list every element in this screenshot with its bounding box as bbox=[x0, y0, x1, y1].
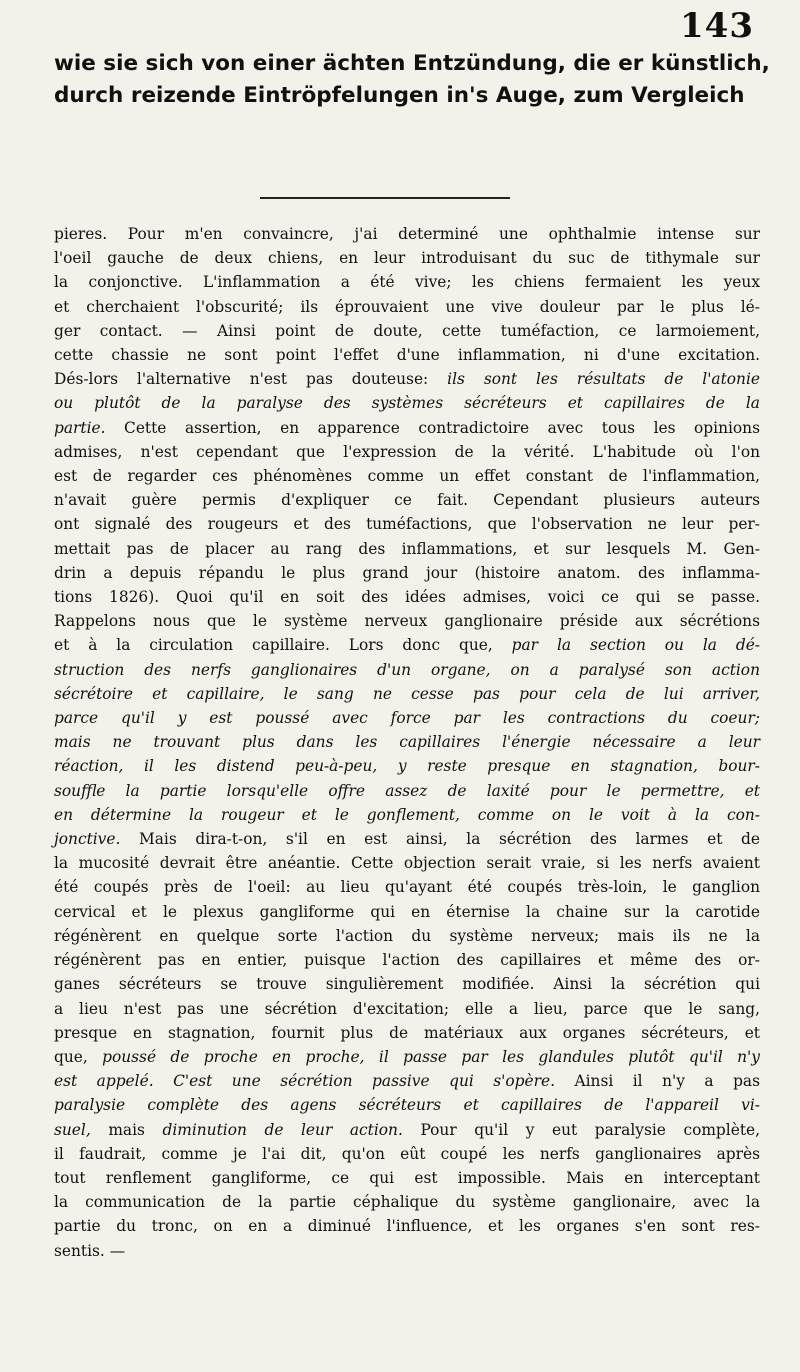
text-line bbox=[54, 391, 760, 415]
text-run: n'avait guère permis d'expliquer ce fait. Cependant plusieurs auteurs bbox=[54, 491, 760, 510]
text-run: cervical et le plexus gangliforme qui en éternise la chaine sur la carotide bbox=[54, 902, 760, 921]
text-line bbox=[54, 972, 760, 996]
italic-run: paralysie complète des agens sécréteurs et capillaires de l'appareil vi- bbox=[54, 1096, 760, 1115]
text-line bbox=[54, 537, 760, 561]
text-line bbox=[54, 900, 760, 924]
text-run: l'oeil gauche de deux chiens, en leur introduisant du suc de tithymale sur bbox=[54, 249, 760, 268]
text-run: la mucosité devrait être anéantie. Cette objection serait vraie, si les nerfs avaient bbox=[54, 854, 760, 873]
italic-run: sécrétoire et capillaire, le sang ne cesse pas pour cela de lui arriver, bbox=[54, 684, 760, 703]
text-line bbox=[54, 730, 760, 754]
text-run: que, bbox=[54, 1047, 103, 1066]
text-line bbox=[54, 706, 760, 730]
text-line bbox=[54, 924, 760, 948]
text-run: pieres. Pour m'en convaincre, j'ai determiné une ophthalmie intense sur bbox=[54, 225, 760, 243]
text-run: Cette assertion, en apparence contradictoire avec tous les opinions bbox=[105, 418, 760, 437]
text-line bbox=[54, 851, 760, 875]
text-run: Pour qu'il y eut paralysie complète, bbox=[402, 1120, 760, 1139]
text-line bbox=[54, 512, 760, 536]
text-line bbox=[54, 1093, 760, 1117]
text-line bbox=[54, 1142, 760, 1166]
text-run: sentis. — bbox=[54, 1241, 126, 1260]
text-run: est de regarder ces phénomènes comme un effet constant de l'inflammation, bbox=[54, 467, 760, 486]
text-run: tout renflement gangliforme, ce qui est impossible. Mais en interceptant bbox=[54, 1168, 760, 1187]
text-line bbox=[54, 222, 760, 246]
text-run: partie du tronc, on en a diminué l'influence, et les organes s'en sont res- bbox=[54, 1217, 760, 1236]
text-run: et cherchaient l'obscurité; ils éprouvaient une vive douleur par le plus lé- bbox=[54, 297, 760, 316]
text-line bbox=[54, 827, 760, 851]
text-run: admises, n'est cependant que l'expression de la vérité. L'habitude où l'on bbox=[54, 442, 760, 461]
text-line bbox=[54, 682, 760, 706]
text-line bbox=[54, 1166, 760, 1190]
header-line: wie sie sich von einer ächten Entzündung, die er künstlich, bbox=[54, 51, 770, 76]
text-line bbox=[54, 246, 760, 270]
text-line bbox=[54, 270, 760, 294]
text-line bbox=[54, 803, 760, 827]
text-run: la conjonctive. L'inflammation a été vive; les chiens fermaient les yeux bbox=[54, 273, 760, 292]
text-line bbox=[54, 1214, 760, 1238]
text-line bbox=[54, 1021, 760, 1045]
italic-run: souffle la partie lorsqu'elle offre assez de laxité pour le permettre, et bbox=[54, 781, 760, 800]
italic-run: poussé de proche en proche, il passe par les glandules plutôt qu'il n'y bbox=[102, 1047, 760, 1066]
section-divider bbox=[260, 197, 510, 199]
text-run: la communication de la partie céphalique du système ganglionaire, avec la bbox=[54, 1193, 760, 1212]
text-run: Mais dira-t-on, s'il en est ainsi, la sécrétion des larmes et de bbox=[120, 830, 760, 849]
text-line bbox=[54, 319, 760, 343]
text-line bbox=[54, 1190, 760, 1214]
text-run: et à la circulation capillaire. Lors donc que, bbox=[54, 636, 512, 655]
italic-run: struction des nerfs ganglionaires d'un organe, on a paralysé son action bbox=[54, 660, 760, 679]
text-run: Rappelons nous que le système nerveux ganglionaire préside aux sécrétions bbox=[54, 612, 760, 631]
text-run: ganes sécréteurs se trouve singulièrement modifiée. Ainsi la sécrétion qui bbox=[54, 975, 760, 994]
text-line bbox=[54, 416, 760, 440]
text-line bbox=[54, 561, 760, 585]
page-number: 143 bbox=[680, 6, 754, 46]
text-line bbox=[54, 997, 760, 1021]
text-run: presque en stagnation, fournit plus de matériaux aux organes sécréteurs, et bbox=[54, 1023, 760, 1042]
text-run: ger contact. — Ainsi point de doute, cette tuméfaction, ce larmoiement, bbox=[54, 321, 760, 340]
text-line bbox=[54, 658, 760, 682]
body-paragraph bbox=[54, 222, 760, 1263]
header-paragraph bbox=[54, 48, 770, 112]
italic-run: mais ne trouvant plus dans les capillaires l'énergie nécessaire a leur bbox=[54, 733, 760, 752]
text-run: cette chassie ne sont point l'effet d'une inflammation, ni d'une excitation. bbox=[54, 346, 760, 365]
italic-run: jonctive. bbox=[54, 830, 121, 849]
text-run: drin a depuis répandu le plus grand jour (histoire anatom. des inflamma- bbox=[54, 563, 760, 582]
italic-run: parce qu'il y est poussé avec force par les contractions du coeur; bbox=[54, 709, 760, 728]
text-line bbox=[54, 295, 760, 319]
text-run: il faudrait, comme je l'ai dit, qu'on eût coupé les nerfs ganglionaires après bbox=[54, 1144, 760, 1163]
text-run: mais bbox=[90, 1120, 163, 1139]
text-line bbox=[54, 1045, 760, 1069]
text-line bbox=[54, 1118, 760, 1142]
italic-run: ils sont les résultats de l'atonie bbox=[447, 370, 760, 389]
text-line bbox=[54, 440, 760, 464]
italic-run: suel, bbox=[54, 1120, 91, 1139]
text-run: régénèrent en quelque sorte l'action du système nerveux; mais ils ne la bbox=[54, 926, 760, 945]
italic-run: partie. bbox=[54, 418, 106, 437]
italic-run: réaction, il les distend peu-à-peu, y reste presque en stagnation, bour- bbox=[54, 757, 760, 776]
text-line bbox=[54, 464, 760, 488]
text-line bbox=[54, 1239, 760, 1263]
text-run: été coupés près de l'oeil: au lieu qu'ayant été coupés très-loin, le ganglion bbox=[54, 878, 760, 897]
header-line: durch reizende Eintröpfelungen in's Auge, zum Vergleich bbox=[54, 83, 745, 108]
text-line bbox=[54, 754, 760, 778]
text-line bbox=[54, 1069, 760, 1093]
text-line bbox=[54, 779, 760, 803]
text-line bbox=[54, 633, 760, 657]
text-run: régénèrent pas en entier, puisque l'action des capillaires et même des or- bbox=[54, 951, 760, 970]
text-run: Ainsi il n'y a pas bbox=[555, 1072, 761, 1091]
text-run: Dés-lors l'alternative n'est pas douteuse: bbox=[54, 370, 448, 389]
text-run: ont signalé des rougeurs et des tuméfactions, que l'observation ne leur per- bbox=[54, 515, 760, 534]
italic-run: est appelé. C'est une sécrétion passive qui s'opère. bbox=[54, 1072, 555, 1091]
text-run: tions 1826). Quoi qu'il en soit des idées admises, voici ce qui se passe. bbox=[54, 588, 760, 607]
text-line bbox=[54, 343, 760, 367]
text-run: a lieu n'est pas une sécrétion d'excitation; elle a lieu, parce que le sang, bbox=[54, 999, 760, 1018]
text-line bbox=[54, 367, 760, 391]
italic-run: ou plutôt de la paralyse des systèmes sécréteurs et capillaires de la bbox=[54, 394, 760, 413]
text-line bbox=[54, 875, 760, 899]
text-line bbox=[54, 948, 760, 972]
text-line bbox=[54, 609, 760, 633]
italic-run: diminution de leur action. bbox=[162, 1120, 403, 1139]
italic-run: par la section ou la dé- bbox=[511, 636, 761, 655]
text-line bbox=[54, 585, 760, 609]
italic-run: en détermine la rougeur et le gonflement, comme on le voit à la con- bbox=[54, 805, 760, 824]
text-line bbox=[54, 488, 760, 512]
text-run: mettait pas de placer au rang des inflammations, et sur lesquels M. Gen- bbox=[54, 539, 760, 558]
